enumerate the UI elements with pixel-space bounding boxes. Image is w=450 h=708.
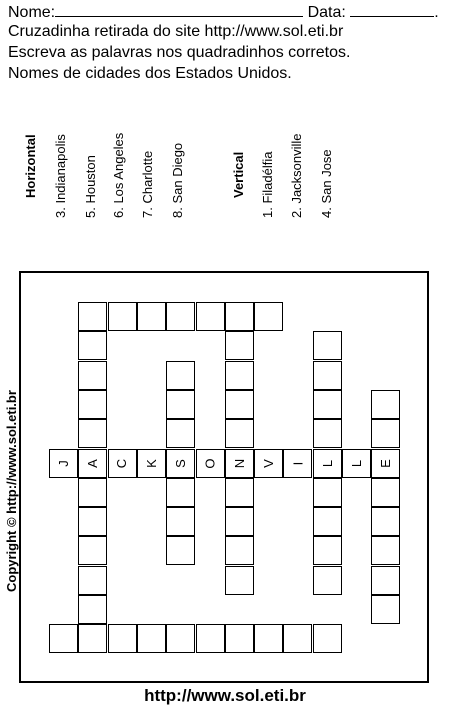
crossword-cell[interactable] [225, 507, 254, 536]
cell-letter: L [348, 459, 364, 467]
crossword-cell[interactable] [225, 624, 254, 653]
crossword-cell[interactable] [78, 302, 107, 331]
crossword-cell[interactable] [225, 478, 254, 507]
site-line: Cruzadinha retirada do site http://www.sol.eti.br [8, 23, 344, 40]
crossword-cell[interactable] [371, 566, 400, 595]
crossword-cell[interactable] [342, 449, 371, 478]
crossword-cell[interactable] [196, 624, 225, 653]
crossword-cell[interactable] [371, 536, 400, 565]
horizontal-clue-3: 3. Indianapolis [53, 134, 68, 218]
vertical-heading: Vertical [231, 151, 246, 198]
crossword-cell[interactable] [78, 331, 107, 360]
crossword-cell[interactable] [283, 624, 312, 653]
date-label: Data: [307, 4, 346, 21]
name-label: Nome: [8, 4, 56, 21]
cell-letter: S [173, 458, 189, 468]
crossword-cell[interactable] [137, 449, 166, 478]
crossword-cell[interactable] [196, 302, 225, 331]
crossword-cell[interactable] [108, 449, 137, 478]
horizontal-clue-8: 8. San Diego [170, 142, 185, 218]
cell-letter: N [231, 458, 247, 468]
crossword-cell[interactable] [78, 566, 107, 595]
horizontal-clue-7: 7. Charlotte [140, 150, 155, 218]
vertical-clue-2: 2. Jacksonville [289, 133, 304, 218]
footer-url: http://www.sol.eti.br [144, 686, 306, 705]
crossword-cell[interactable] [225, 419, 254, 448]
crossword-cell[interactable] [225, 566, 254, 595]
crossword-cell[interactable] [166, 419, 195, 448]
crossword-cell[interactable] [78, 624, 107, 653]
cell-letter: O [202, 457, 218, 469]
crossword-cell[interactable] [313, 449, 342, 478]
crossword-cell[interactable] [166, 624, 195, 653]
cell-letter: K [143, 458, 159, 468]
crossword-cell[interactable] [166, 302, 195, 331]
name-date-line: Nome: Data: . [8, 1, 439, 23]
crossword-cell[interactable] [225, 331, 254, 360]
crossword-cell[interactable] [78, 507, 107, 536]
crossword-cell[interactable] [371, 419, 400, 448]
vertical-clue-4: 4. San Jose [319, 149, 334, 218]
horizontal-clue-5: 5. Houston [83, 155, 98, 218]
crossword-cell[interactable] [166, 507, 195, 536]
crossword-cell[interactable] [254, 624, 283, 653]
crossword-cell[interactable] [78, 419, 107, 448]
crossword-cell[interactable] [313, 566, 342, 595]
crossword-cell[interactable] [225, 361, 254, 390]
cell-letter: I [290, 461, 306, 465]
theme-line: Nomes de cidades dos Estados Unidos. [8, 65, 292, 82]
crossword-cell[interactable] [313, 478, 342, 507]
crossword-cell[interactable] [108, 302, 137, 331]
crossword-cell[interactable] [49, 624, 78, 653]
crossword-cell[interactable] [225, 536, 254, 565]
crossword-cell[interactable] [313, 507, 342, 536]
crossword-cell[interactable] [371, 478, 400, 507]
crossword-cell[interactable] [78, 478, 107, 507]
crossword-cell[interactable] [371, 449, 400, 478]
horizontal-clue-6: 6. Los Angeles [111, 132, 126, 218]
crossword-cell[interactable] [313, 624, 342, 653]
crossword-cell[interactable] [225, 390, 254, 419]
crossword-cell[interactable] [196, 449, 225, 478]
crossword-cell[interactable] [283, 449, 312, 478]
crossword-cell[interactable] [254, 449, 283, 478]
crossword-cell[interactable] [371, 595, 400, 624]
date-blank[interactable] [350, 1, 434, 17]
vertical-clue-1: 1. Filadélfia [260, 151, 275, 218]
crossword-cell[interactable] [225, 302, 254, 331]
crossword-cell[interactable] [108, 624, 137, 653]
crossword-cell[interactable] [78, 361, 107, 390]
crossword-cell[interactable] [78, 449, 107, 478]
crossword-cell[interactable] [78, 536, 107, 565]
crossword-cell[interactable] [313, 361, 342, 390]
crossword-cell[interactable] [166, 536, 195, 565]
crossword-cell[interactable] [166, 390, 195, 419]
cell-letter: A [85, 458, 101, 468]
copyright-notice: Copyright © http://www.sol.eti.br [4, 390, 19, 592]
cell-letter: E [378, 458, 394, 468]
crossword-cell[interactable] [313, 536, 342, 565]
crossword-cell[interactable] [78, 595, 107, 624]
crossword-cell[interactable] [371, 390, 400, 419]
crossword-cell[interactable] [313, 331, 342, 360]
crossword-cell[interactable] [49, 449, 78, 478]
cell-letter: V [261, 458, 277, 468]
crossword-cell[interactable] [137, 624, 166, 653]
name-blank[interactable] [55, 1, 303, 17]
crossword-cell[interactable] [78, 390, 107, 419]
crossword-cell[interactable] [137, 302, 166, 331]
horizontal-heading: Horizontal [23, 134, 38, 198]
crossword-cell[interactable] [371, 507, 400, 536]
cell-letter: L [319, 459, 335, 467]
cell-letter: C [114, 458, 130, 468]
crossword-cell[interactable] [166, 478, 195, 507]
crossword-cell[interactable] [225, 449, 254, 478]
crossword-cell[interactable] [166, 449, 195, 478]
crossword-cell[interactable] [313, 419, 342, 448]
cell-letter: J [56, 459, 71, 467]
instruction-line: Escreva as palavras nos quadradinhos corretos. [8, 44, 351, 61]
crossword-cell[interactable] [313, 390, 342, 419]
crossword-cell[interactable] [254, 302, 283, 331]
crossword-cell[interactable] [166, 361, 195, 390]
